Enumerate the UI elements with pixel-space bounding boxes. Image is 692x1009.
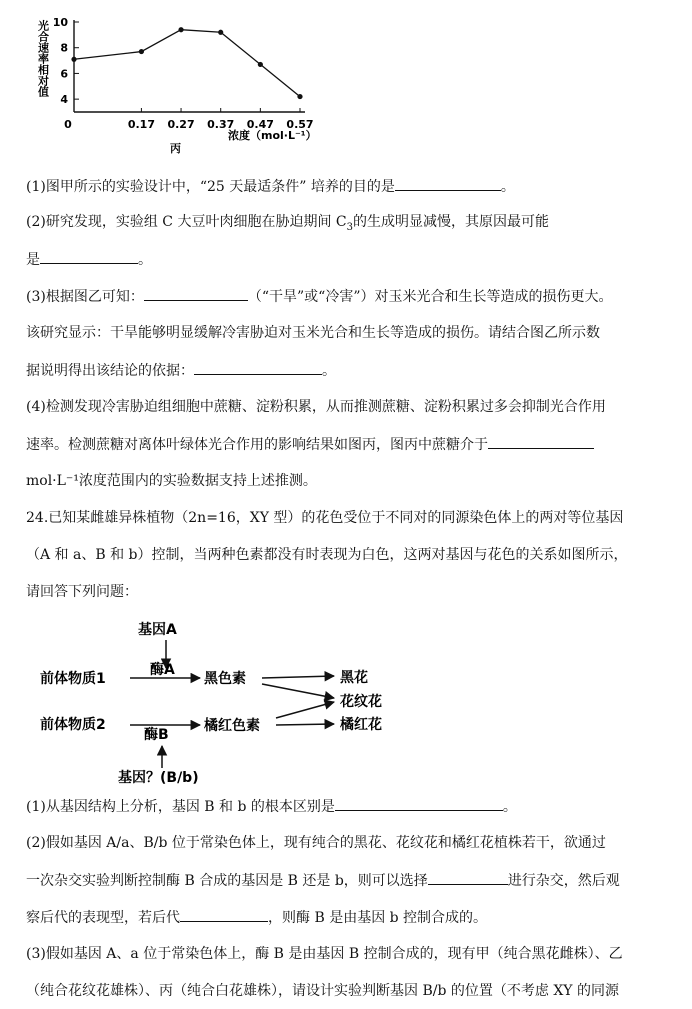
series-line [74, 30, 300, 97]
answer-blank[interactable] [144, 286, 248, 301]
answer-blank[interactable] [194, 360, 322, 375]
data-point [218, 30, 223, 35]
enzyme-b-label: 酶B [144, 727, 169, 743]
answer-blank[interactable] [395, 176, 501, 191]
y-tick-label: 6 [60, 67, 68, 81]
arrow-black-flower [262, 676, 334, 678]
q24-part3: (3)假如基因 A、a 位于常染色体上，酶 B 是由基因 B 控制合成的，现有甲（纯合黑花雌株）、乙 [26, 946, 623, 962]
gene-a-label: 基因A [138, 622, 177, 638]
x-tick-label: 0.37 [207, 118, 235, 131]
chart-bing [0, 0, 340, 160]
q23-part3-study: 该研究显示：干旱能够明显缓解冷害胁迫对玉米光合和生长等造成的损伤。请结合图乙所示数 [26, 325, 600, 341]
q23-part1: (1)图甲所示的实验设计中，“25 天最适条件” 培养的目的是 。 [26, 176, 515, 197]
q23-part4-range: mol·L⁻¹浓度范围内的实验数据支持上述推测。 [26, 473, 317, 489]
chart-xlabel: 浓度（mol·L⁻¹） [228, 129, 317, 142]
orange-pigment-label: 橘红色素 [204, 718, 260, 734]
chart-caption: 丙 [170, 142, 181, 155]
y-tick-label: 4 [60, 93, 68, 107]
q24-part2-result: 察后代的表现型，若后代 ，则酶 B 是由基因 b 控制合成的。 [26, 907, 487, 928]
y-tick-label: 8 [60, 41, 68, 55]
q24-intro: 24.已知某雌雄异株植物（2n=16，XY 型）的花色受位于不同对的同源染色体上的两对等位基因 [26, 510, 624, 526]
answer-blank[interactable] [488, 434, 594, 449]
x-tick-label: 0 [64, 118, 72, 131]
x-tick-label: 0.47 [246, 118, 274, 131]
q24-part3-cont: （纯合花纹花雄株）、丙（纯合白花雄株），请设计实验判断基因 B/b 的位置（不考虑 XY 的同源 [26, 983, 619, 999]
x-tick-label: 0.57 [286, 118, 314, 131]
gene-b-label: 基因？(B/b) [118, 770, 199, 786]
chart-ylabel: 光合速率相对值 [36, 20, 50, 97]
orange-flower-label: 橘红花 [340, 717, 382, 733]
arrow-orange-flower [276, 724, 334, 725]
answer-blank[interactable] [428, 870, 508, 885]
q23-part2: (2)研究发现，实验组 C 大豆叶肉细胞在胁迫期间 $C_3$的生成明显减慢，其原因最可能 [26, 214, 549, 233]
data-point [178, 27, 183, 32]
data-point [297, 94, 302, 99]
x-tick-label: 0.17 [127, 118, 155, 131]
q23-part3: (3)根据图乙可知： （“干旱”或“冷害”）对玉米光合和生长等造成的损伤更大。 [26, 286, 612, 307]
q24-intro-cont: （A 和 a、B 和 b）控制，当两种色素都没有时表现为白色，这两对基因与花色的关系如图所示， [26, 547, 628, 563]
arrow-black-pattern [262, 684, 334, 698]
black-pigment-label: 黑色素 [204, 671, 246, 687]
enzyme-a-label: 酶A [150, 662, 175, 678]
answer-blank[interactable] [335, 796, 503, 811]
data-point [258, 62, 263, 67]
q24-intro-prompt: 请回答下列问题： [26, 584, 138, 600]
q23-part4-cont: 速率。检测蔗糖对离体叶绿体光合作用的影响结果如图丙，图丙中蔗糖介于 [26, 434, 594, 455]
black-flower-label: 黑花 [340, 670, 368, 686]
answer-blank[interactable] [40, 249, 138, 264]
arrow-orange-pattern [276, 702, 334, 718]
data-point [71, 57, 76, 62]
x-tick-label: 0.27 [167, 118, 195, 131]
q23-part3-basis: 据说明得出该结论的依据： 。 [26, 360, 336, 381]
precursor-2-label: 前体物质2 [40, 717, 106, 733]
y-tick-label: 10 [52, 16, 68, 29]
precursor-1-label: 前体物质1 [40, 671, 106, 687]
data-point [139, 49, 144, 54]
q24-part2-cont: 一次杂交实验判断控制酶 B 合成的基因是 B 还是 b，则可以选择 进行杂交，然后观 [26, 870, 620, 891]
q24-part1: (1)从基因结构上分析，基因 B 和 b 的根本区别是 。 [26, 796, 517, 817]
q23-part4: (4)检测发现冷害胁迫组细胞中蔗糖、淀粉积累，从而推测蔗糖、淀粉积累过多会抑制光合作用 [26, 399, 606, 415]
answer-blank[interactable] [180, 907, 268, 922]
q24-part2: (2)假如基因 A/a、B/b 位于常染色体上，现有纯合的黑花、花纹花和橘红花植株若干，欲通过 [26, 835, 606, 851]
pathway-diagram [0, 612, 460, 792]
pattern-flower-label: 花纹花 [340, 694, 382, 710]
q23-part2-cont: 是 。 [26, 249, 152, 270]
